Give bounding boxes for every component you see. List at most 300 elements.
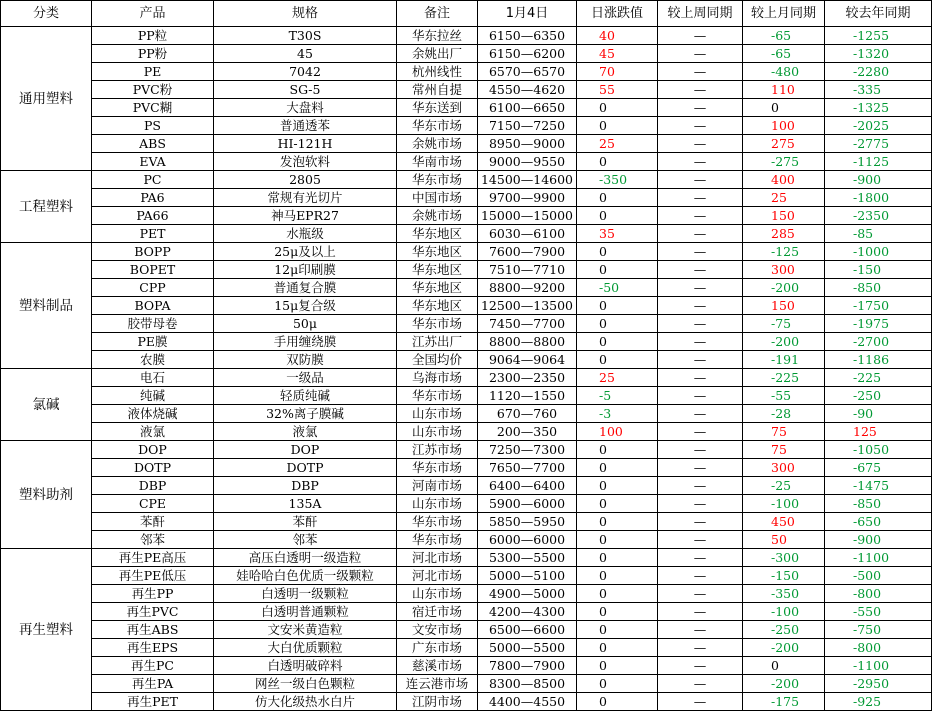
header-week-change: 较上周同期 xyxy=(658,1,743,27)
week-change-cell: — xyxy=(658,423,743,441)
month-change-cell: 150 xyxy=(743,207,825,225)
week-change-cell: — xyxy=(658,693,743,711)
month-change-cell: 75 xyxy=(743,423,825,441)
note-cell: 华东市场 xyxy=(397,531,478,549)
header-category: 分类 xyxy=(1,1,92,27)
month-change-cell: -200 xyxy=(743,333,825,351)
product-cell: 再生PP xyxy=(92,585,214,603)
week-change-cell: — xyxy=(658,621,743,639)
month-change-cell: 50 xyxy=(743,531,825,549)
daily-change-cell: 0 xyxy=(577,585,658,603)
week-change-cell: — xyxy=(658,387,743,405)
note-cell: 山东市场 xyxy=(397,495,478,513)
note-cell: 华东地区 xyxy=(397,261,478,279)
year-change-cell: -675 xyxy=(825,459,932,477)
table-row xyxy=(1,279,932,297)
header-product: 产品 xyxy=(92,1,214,27)
table-row xyxy=(1,531,932,549)
week-change-cell: — xyxy=(658,207,743,225)
week-change-cell: — xyxy=(658,279,743,297)
table-row xyxy=(1,405,932,423)
year-change-cell: -250 xyxy=(825,387,932,405)
spec-cell: 仿大化级热水白片 xyxy=(214,693,397,711)
price-cell: 6000—6000 xyxy=(478,531,577,549)
year-change-cell: -2280 xyxy=(825,63,932,81)
note-cell: 华东地区 xyxy=(397,243,478,261)
year-change-cell: -800 xyxy=(825,585,932,603)
daily-change-cell: 0 xyxy=(577,261,658,279)
week-change-cell: — xyxy=(658,243,743,261)
year-change-cell: -500 xyxy=(825,567,932,585)
month-change-cell: 110 xyxy=(743,81,825,99)
week-change-cell: — xyxy=(658,441,743,459)
product-cell: PP粉 xyxy=(92,45,214,63)
daily-change-cell: -5 xyxy=(577,387,658,405)
month-change-cell: 400 xyxy=(743,171,825,189)
week-change-cell: — xyxy=(658,603,743,621)
header-note: 备注 xyxy=(397,1,478,27)
product-cell: PE膜 xyxy=(92,333,214,351)
table-row xyxy=(1,27,932,45)
note-cell: 全国均价 xyxy=(397,351,478,369)
note-cell: 慈溪市场 xyxy=(397,657,478,675)
daily-change-cell: 0 xyxy=(577,675,658,693)
spec-cell: 白透明一级颗粒 xyxy=(214,585,397,603)
product-cell: DBP xyxy=(92,477,214,495)
product-cell: BOPA xyxy=(92,297,214,315)
month-change-cell: -175 xyxy=(743,693,825,711)
price-cell: 6150—6350 xyxy=(478,27,577,45)
table-body xyxy=(1,27,932,711)
year-change-cell: -2025 xyxy=(825,117,932,135)
month-change-cell: 150 xyxy=(743,297,825,315)
daily-change-cell: 45 xyxy=(577,45,658,63)
month-change-cell: -100 xyxy=(743,495,825,513)
daily-change-cell: 0 xyxy=(577,189,658,207)
note-cell: 华东拉丝 xyxy=(397,27,478,45)
price-cell: 5850—5950 xyxy=(478,513,577,531)
month-change-cell: -480 xyxy=(743,63,825,81)
product-cell: 液体烧碱 xyxy=(92,405,214,423)
spec-cell: DOTP xyxy=(214,459,397,477)
note-cell: 余姚出厂 xyxy=(397,45,478,63)
header-date: 1月4日 xyxy=(478,1,577,27)
daily-change-cell: 70 xyxy=(577,63,658,81)
product-cell: 再生EPS xyxy=(92,639,214,657)
month-change-cell: 75 xyxy=(743,441,825,459)
table-row xyxy=(1,423,932,441)
year-change-cell: -800 xyxy=(825,639,932,657)
year-change-cell: -900 xyxy=(825,171,932,189)
note-cell: 江苏出厂 xyxy=(397,333,478,351)
price-cell: 4550—4620 xyxy=(478,81,577,99)
header-year-change: 较去年同期 xyxy=(825,1,932,27)
spec-cell: T30S xyxy=(214,27,397,45)
daily-change-cell: -3 xyxy=(577,405,658,423)
price-cell: 6500—6600 xyxy=(478,621,577,639)
product-cell: PP粒 xyxy=(92,27,214,45)
daily-change-cell: 0 xyxy=(577,603,658,621)
spec-cell: 普通透苯 xyxy=(214,117,397,135)
price-cell: 8300—8500 xyxy=(478,675,577,693)
week-change-cell: — xyxy=(658,99,743,117)
spec-cell: 常规有光切片 xyxy=(214,189,397,207)
year-change-cell: -925 xyxy=(825,693,932,711)
product-cell: 再生PC xyxy=(92,657,214,675)
month-change-cell: -200 xyxy=(743,675,825,693)
spec-cell: 2805 xyxy=(214,171,397,189)
week-change-cell: — xyxy=(658,567,743,585)
week-change-cell: — xyxy=(658,261,743,279)
product-cell: BOPET xyxy=(92,261,214,279)
note-cell: 宿迁市场 xyxy=(397,603,478,621)
table-row xyxy=(1,369,932,387)
week-change-cell: — xyxy=(658,45,743,63)
year-change-cell: -85 xyxy=(825,225,932,243)
header-month-change: 较上月同期 xyxy=(743,1,825,27)
table-row xyxy=(1,387,932,405)
week-change-cell: — xyxy=(658,495,743,513)
price-cell: 2300—2350 xyxy=(478,369,577,387)
year-change-cell: -1320 xyxy=(825,45,932,63)
note-cell: 山东市场 xyxy=(397,585,478,603)
week-change-cell: — xyxy=(658,135,743,153)
price-cell: 14500—14600 xyxy=(478,171,577,189)
week-change-cell: — xyxy=(658,315,743,333)
week-change-cell: — xyxy=(658,459,743,477)
month-change-cell: -25 xyxy=(743,477,825,495)
spec-cell: 135A xyxy=(214,495,397,513)
daily-change-cell: 0 xyxy=(577,297,658,315)
year-change-cell: -2950 xyxy=(825,675,932,693)
note-cell: 山东市场 xyxy=(397,405,478,423)
spec-cell: DBP xyxy=(214,477,397,495)
note-cell: 文安市场 xyxy=(397,621,478,639)
product-cell: PVC粉 xyxy=(92,81,214,99)
product-cell: 纯碱 xyxy=(92,387,214,405)
spec-cell: 50μ xyxy=(214,315,397,333)
year-change-cell: -1475 xyxy=(825,477,932,495)
month-change-cell: -65 xyxy=(743,27,825,45)
week-change-cell: — xyxy=(658,531,743,549)
spec-cell: HI-121H xyxy=(214,135,397,153)
month-change-cell: 300 xyxy=(743,459,825,477)
table-row xyxy=(1,135,932,153)
table-row xyxy=(1,81,932,99)
year-change-cell: -2700 xyxy=(825,333,932,351)
table-row xyxy=(1,333,932,351)
month-change-cell: -300 xyxy=(743,549,825,567)
spec-cell: 白透明普通颗粒 xyxy=(214,603,397,621)
note-cell: 江阴市场 xyxy=(397,693,478,711)
daily-change-cell: 0 xyxy=(577,549,658,567)
category-cell: 氯碱 xyxy=(1,369,92,441)
note-cell: 河北市场 xyxy=(397,549,478,567)
header-spec: 规格 xyxy=(214,1,397,27)
table-row xyxy=(1,513,932,531)
category-cell: 塑料助剂 xyxy=(1,441,92,549)
year-change-cell: -1100 xyxy=(825,549,932,567)
month-change-cell: -225 xyxy=(743,369,825,387)
note-cell: 河北市场 xyxy=(397,567,478,585)
month-change-cell: -150 xyxy=(743,567,825,585)
category-cell: 通用塑料 xyxy=(1,27,92,171)
spec-cell: 邻苯 xyxy=(214,531,397,549)
note-cell: 江苏市场 xyxy=(397,441,478,459)
product-cell: 再生PE高压 xyxy=(92,549,214,567)
week-change-cell: — xyxy=(658,225,743,243)
spec-cell: 一级品 xyxy=(214,369,397,387)
week-change-cell: — xyxy=(658,333,743,351)
year-change-cell: -1186 xyxy=(825,351,932,369)
spec-cell: 7042 xyxy=(214,63,397,81)
table-row xyxy=(1,675,932,693)
product-cell: 再生PE低压 xyxy=(92,567,214,585)
daily-change-cell: 0 xyxy=(577,459,658,477)
spec-cell: 轻质纯碱 xyxy=(214,387,397,405)
product-cell: 再生PVC xyxy=(92,603,214,621)
year-change-cell: -850 xyxy=(825,495,932,513)
year-change-cell: -1125 xyxy=(825,153,932,171)
month-change-cell: -125 xyxy=(743,243,825,261)
price-cell: 6400—6400 xyxy=(478,477,577,495)
product-cell: 苯酐 xyxy=(92,513,214,531)
daily-change-cell: 0 xyxy=(577,153,658,171)
month-change-cell: 300 xyxy=(743,261,825,279)
year-change-cell: 125 xyxy=(825,423,932,441)
note-cell: 余姚市场 xyxy=(397,135,478,153)
month-change-cell: 285 xyxy=(743,225,825,243)
daily-change-cell: 0 xyxy=(577,567,658,585)
spec-cell: 神马EPR27 xyxy=(214,207,397,225)
daily-change-cell: 0 xyxy=(577,333,658,351)
spec-cell: 12μ印刷膜 xyxy=(214,261,397,279)
week-change-cell: — xyxy=(658,153,743,171)
note-cell: 余姚市场 xyxy=(397,207,478,225)
table-row xyxy=(1,261,932,279)
daily-change-cell: 0 xyxy=(577,315,658,333)
week-change-cell: — xyxy=(658,405,743,423)
price-cell: 4400—4550 xyxy=(478,693,577,711)
product-cell: 再生PET xyxy=(92,693,214,711)
year-change-cell: -1100 xyxy=(825,657,932,675)
year-change-cell: -1750 xyxy=(825,297,932,315)
table-row xyxy=(1,621,932,639)
price-cell: 9000—9550 xyxy=(478,153,577,171)
spec-cell: 白透明破碎料 xyxy=(214,657,397,675)
table-row xyxy=(1,225,932,243)
category-cell: 再生塑料 xyxy=(1,549,92,711)
month-change-cell: -250 xyxy=(743,621,825,639)
category-cell: 塑料制品 xyxy=(1,243,92,369)
price-cell: 9700—9900 xyxy=(478,189,577,207)
product-cell: CPE xyxy=(92,495,214,513)
week-change-cell: — xyxy=(658,477,743,495)
note-cell: 河南市场 xyxy=(397,477,478,495)
table-row xyxy=(1,603,932,621)
month-change-cell: -55 xyxy=(743,387,825,405)
note-cell: 华东市场 xyxy=(397,513,478,531)
spec-cell: 水瓶级 xyxy=(214,225,397,243)
product-cell: 再生ABS xyxy=(92,621,214,639)
table-row xyxy=(1,639,932,657)
price-cell: 7650—7700 xyxy=(478,459,577,477)
product-cell: 胶带母卷 xyxy=(92,315,214,333)
daily-change-cell: 0 xyxy=(577,531,658,549)
week-change-cell: — xyxy=(658,81,743,99)
price-cell: 15000—15000 xyxy=(478,207,577,225)
table-row xyxy=(1,351,932,369)
price-cell: 4200—4300 xyxy=(478,603,577,621)
month-change-cell: -191 xyxy=(743,351,825,369)
month-change-cell: -200 xyxy=(743,639,825,657)
table-row xyxy=(1,207,932,225)
note-cell: 华东市场 xyxy=(397,171,478,189)
price-cell: 8800—9200 xyxy=(478,279,577,297)
table-row xyxy=(1,99,932,117)
table-row xyxy=(1,153,932,171)
price-cell: 6030—6100 xyxy=(478,225,577,243)
table-row xyxy=(1,189,932,207)
spec-cell: DOP xyxy=(214,441,397,459)
table-row xyxy=(1,585,932,603)
price-cell: 6570—6570 xyxy=(478,63,577,81)
week-change-cell: — xyxy=(658,297,743,315)
daily-change-cell: 0 xyxy=(577,621,658,639)
month-change-cell: 0 xyxy=(743,99,825,117)
week-change-cell: — xyxy=(658,189,743,207)
price-cell: 6100—6650 xyxy=(478,99,577,117)
week-change-cell: — xyxy=(658,27,743,45)
product-cell: 农膜 xyxy=(92,351,214,369)
table-row xyxy=(1,45,932,63)
month-change-cell: -28 xyxy=(743,405,825,423)
note-cell: 华东市场 xyxy=(397,315,478,333)
table-row xyxy=(1,171,932,189)
spec-cell: 高压白透明一级造粒 xyxy=(214,549,397,567)
price-cell: 670—760 xyxy=(478,405,577,423)
note-cell: 乌海市场 xyxy=(397,369,478,387)
daily-change-cell: 0 xyxy=(577,495,658,513)
product-cell: PC xyxy=(92,171,214,189)
note-cell: 华东市场 xyxy=(397,117,478,135)
header-row xyxy=(1,1,932,27)
price-cell: 7510—7710 xyxy=(478,261,577,279)
month-change-cell: 450 xyxy=(743,513,825,531)
product-cell: PET xyxy=(92,225,214,243)
spec-cell: 手用缠绕膜 xyxy=(214,333,397,351)
spec-cell: 45 xyxy=(214,45,397,63)
product-cell: PS xyxy=(92,117,214,135)
month-change-cell: 275 xyxy=(743,135,825,153)
spec-cell: 大盘料 xyxy=(214,99,397,117)
product-cell: BOPP xyxy=(92,243,214,261)
table-row xyxy=(1,459,932,477)
year-change-cell: -650 xyxy=(825,513,932,531)
table-row xyxy=(1,495,932,513)
note-cell: 连云港市场 xyxy=(397,675,478,693)
month-change-cell: 0 xyxy=(743,657,825,675)
year-change-cell: -2350 xyxy=(825,207,932,225)
daily-change-cell: 35 xyxy=(577,225,658,243)
note-cell: 杭州线性 xyxy=(397,63,478,81)
note-cell: 山东市场 xyxy=(397,423,478,441)
week-change-cell: — xyxy=(658,63,743,81)
price-cell: 5000—5500 xyxy=(478,639,577,657)
spec-cell: SG-5 xyxy=(214,81,397,99)
product-cell: EVA xyxy=(92,153,214,171)
product-cell: 液氯 xyxy=(92,423,214,441)
price-cell: 7250—7300 xyxy=(478,441,577,459)
price-cell: 12500—13500 xyxy=(478,297,577,315)
year-change-cell: -1255 xyxy=(825,27,932,45)
year-change-cell: -225 xyxy=(825,369,932,387)
price-cell: 4900—5000 xyxy=(478,585,577,603)
week-change-cell: — xyxy=(658,171,743,189)
year-change-cell: -850 xyxy=(825,279,932,297)
daily-change-cell: 55 xyxy=(577,81,658,99)
year-change-cell: -900 xyxy=(825,531,932,549)
category-cell: 工程塑料 xyxy=(1,171,92,243)
month-change-cell: 25 xyxy=(743,189,825,207)
table-row xyxy=(1,477,932,495)
product-cell: PA66 xyxy=(92,207,214,225)
product-cell: DOP xyxy=(92,441,214,459)
note-cell: 华东地区 xyxy=(397,279,478,297)
note-cell: 华东地区 xyxy=(397,297,478,315)
price-cell: 200—350 xyxy=(478,423,577,441)
header-daily-change: 日涨跌值 xyxy=(577,1,658,27)
month-change-cell: 100 xyxy=(743,117,825,135)
spec-cell: 大白优质颗粒 xyxy=(214,639,397,657)
product-cell: 邻苯 xyxy=(92,531,214,549)
note-cell: 华南市场 xyxy=(397,153,478,171)
year-change-cell: -2775 xyxy=(825,135,932,153)
month-change-cell: -275 xyxy=(743,153,825,171)
spec-cell: 文安米黄造粒 xyxy=(214,621,397,639)
daily-change-cell: -50 xyxy=(577,279,658,297)
table-row xyxy=(1,297,932,315)
price-cell: 7800—7900 xyxy=(478,657,577,675)
spec-cell: 15μ复合级 xyxy=(214,297,397,315)
table-row xyxy=(1,315,932,333)
price-cell: 1120—1550 xyxy=(478,387,577,405)
product-cell: 再生PA xyxy=(92,675,214,693)
spec-cell: 苯酐 xyxy=(214,513,397,531)
table-row xyxy=(1,441,932,459)
month-change-cell: -200 xyxy=(743,279,825,297)
year-change-cell: -1325 xyxy=(825,99,932,117)
week-change-cell: — xyxy=(658,639,743,657)
daily-change-cell: 0 xyxy=(577,693,658,711)
price-cell: 5000—5100 xyxy=(478,567,577,585)
month-change-cell: -75 xyxy=(743,315,825,333)
table-row xyxy=(1,63,932,81)
daily-change-cell: 25 xyxy=(577,135,658,153)
daily-change-cell: 0 xyxy=(577,639,658,657)
week-change-cell: — xyxy=(658,369,743,387)
note-cell: 华东地区 xyxy=(397,225,478,243)
daily-change-cell: 0 xyxy=(577,117,658,135)
year-change-cell: -550 xyxy=(825,603,932,621)
daily-change-cell: 0 xyxy=(577,351,658,369)
price-cell: 7150—7250 xyxy=(478,117,577,135)
product-cell: PA6 xyxy=(92,189,214,207)
price-cell: 5900—6000 xyxy=(478,495,577,513)
product-cell: PE xyxy=(92,63,214,81)
spec-cell: 双防膜 xyxy=(214,351,397,369)
daily-change-cell: 0 xyxy=(577,99,658,117)
